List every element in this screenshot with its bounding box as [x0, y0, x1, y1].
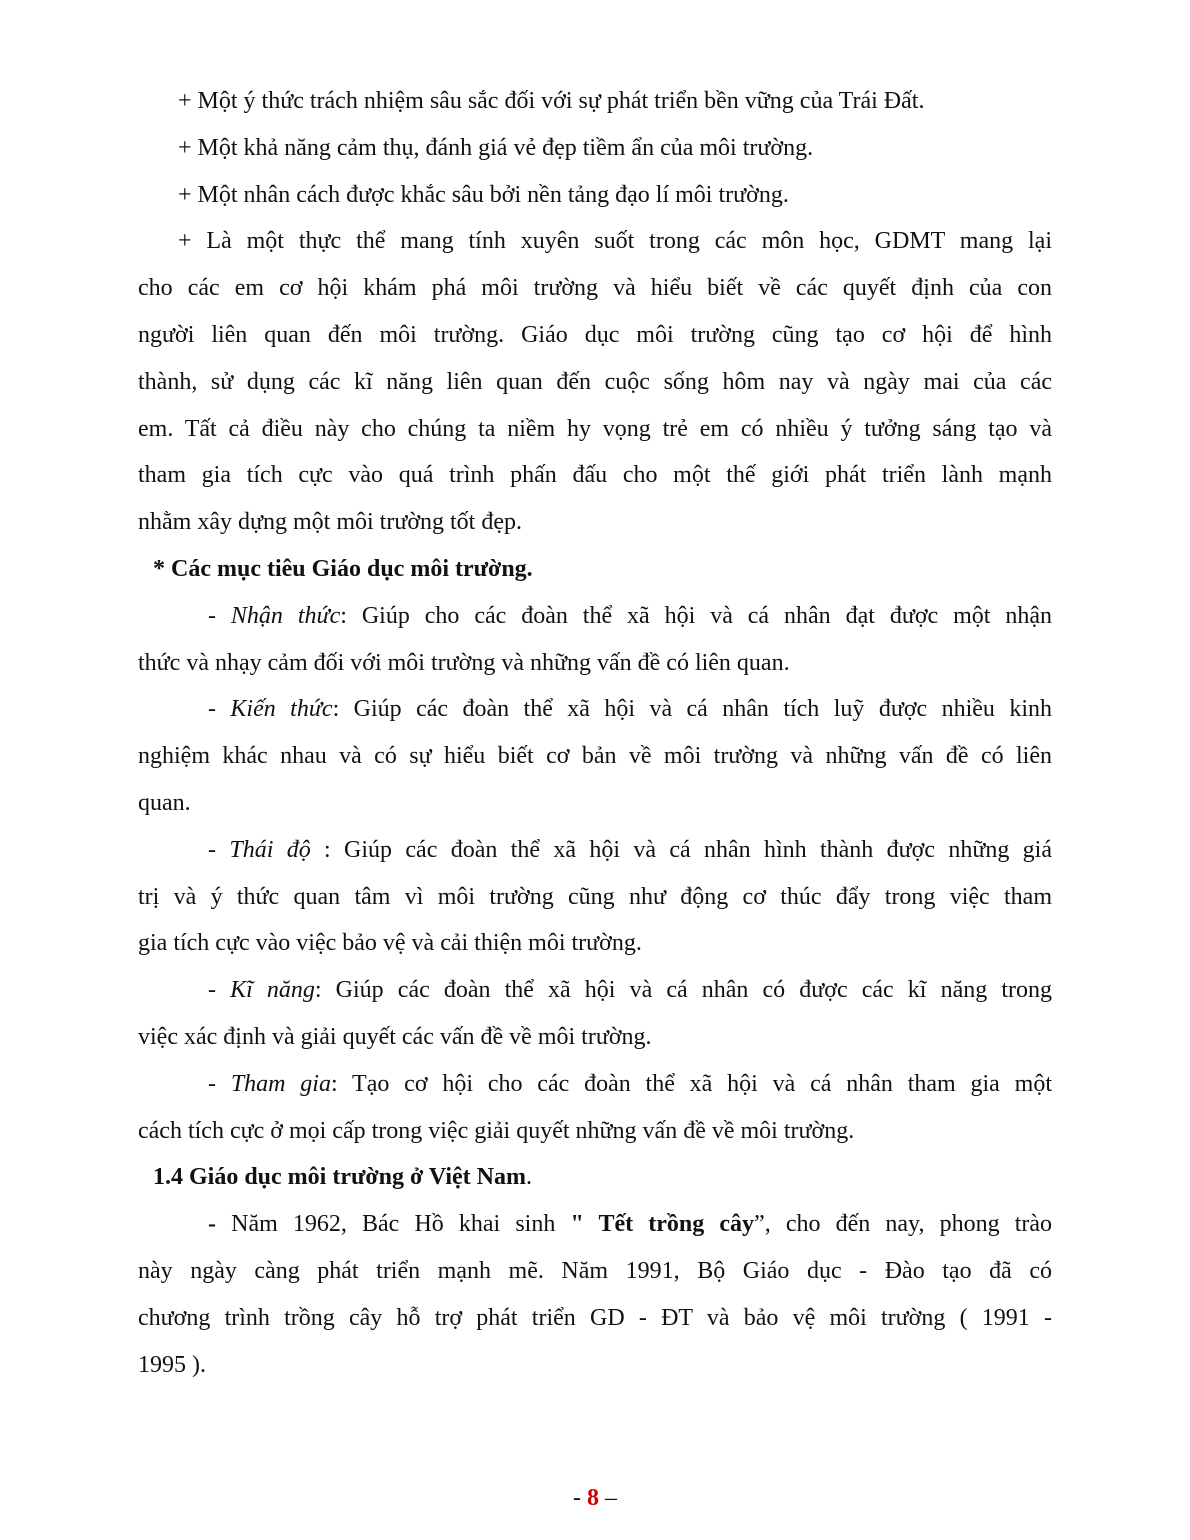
section-title-dot: . — [525, 1164, 532, 1191]
goal-text: : Giúp các đoàn thể xã hội và cá nhân có được các kĩ năng trong — [314, 977, 1053, 1004]
bullet-aesthetic: + Một khả năng cảm thụ, đánh giá vẻ đẹp tiềm ẩn của môi trường. — [178, 134, 814, 161]
paragraph-line: thành, sử dụng các kĩ năng liên quan đến cuộc sống hôm nay và ngày mai của các — [138, 368, 1052, 395]
goal-knowledge-line: quan. — [138, 789, 191, 816]
goal-text: : Giúp các đoàn thể xã hội và cá nhân hình thành được những giá — [310, 836, 1052, 863]
goal-term: Kiến thức — [230, 696, 333, 723]
goal-attitude-line — [138, 827, 1052, 874]
goal-term: Nhận thức — [230, 602, 341, 629]
tet-trong-cay: " Tết trồng cây — [570, 1211, 755, 1238]
footer-prefix: - — [573, 1485, 587, 1511]
goal-attitude-line: gia tích cực vào việc bảo vệ và cải thiện môi trường. — [138, 930, 642, 957]
vietnam-text: ”, cho đến nay, phong trào — [754, 1211, 1053, 1238]
goal-text: : Giúp cho các đoàn thể xã hội và cá nhân đạt được một nhận — [340, 602, 1052, 629]
goal-term: Tham gia — [230, 1070, 331, 1097]
page-number: 8 — [587, 1485, 599, 1511]
goals-heading: * Các mục tiêu Giáo dục môi trường. — [153, 555, 533, 582]
paragraph-line: em. Tất cả điều này cho chúng ta niềm hy vọng trẻ em có nhiều ý tưởng sáng tạo và — [138, 415, 1052, 442]
dash: - — [208, 602, 231, 629]
dash: - — [208, 977, 231, 1004]
vietnam-text: Năm 1962, Bác Hồ khai sinh — [216, 1211, 571, 1238]
goal-term: Kĩ năng — [230, 977, 315, 1004]
vietnam-line: 1995 ). — [138, 1351, 206, 1378]
bullet-character: + Một nhân cách được khắc sâu bởi nền tảng đạo lí môi trường. — [178, 181, 789, 208]
dash: - — [208, 836, 230, 863]
paragraph-line: cho các em cơ hội khám phá môi trường và hiểu biết về các quyết định của con — [138, 275, 1052, 302]
paragraph-line: người liên quan đến môi trường. Giáo dục môi trường cũng tạo cơ hội để hình — [138, 321, 1052, 348]
paragraph-line: nhằm xây dựng một môi trường tốt đẹp. — [138, 509, 522, 536]
paragraph-line: tham gia tích cực vào quá trình phấn đấu cho một thế giới phát triển lành mạnh — [138, 462, 1052, 489]
vietnam-line — [138, 1201, 1052, 1248]
section-title: 1.4 Giáo dục môi trường ở Việt Nam — [153, 1164, 526, 1191]
vietnam-line: chương trình trồng cây hỗ trợ phát triển GD - ĐT và bảo vệ môi trường ( 1991 - — [138, 1304, 1052, 1331]
goal-skills-line: việc xác định và giải quyết các vấn đề về môi trường. — [138, 1023, 652, 1050]
goal-participation-line: cách tích cực ở mọi cấp trong việc giải quyết những vấn đề về môi trường. — [138, 1117, 855, 1144]
goal-awareness-line: thức và nhạy cảm đối với môi trường và những vấn đề có liên quan. — [138, 649, 790, 676]
goal-participation-line — [138, 1061, 1052, 1108]
goal-knowledge-line: nghiệm khác nhau và có sự hiểu biết cơ bản về môi trường và những vấn đề có liên — [138, 743, 1052, 770]
goal-text: : Giúp các đoàn thể xã hội và cá nhân tích luỹ được nhiều kinh — [332, 696, 1052, 723]
goal-knowledge-line — [138, 686, 1052, 733]
vietnam-heading — [138, 1154, 1052, 1201]
dash: - — [208, 696, 231, 723]
paragraph-line: + Là một thực thể mang tính xuyên suốt trong các môn học, GDMT mang lại — [178, 228, 1052, 255]
dash: - — [208, 1211, 216, 1238]
footer-suffix: – — [599, 1485, 617, 1511]
bullet-responsibility: + Một ý thức trách nhiệm sâu sắc đối với sự phát triển bền vững của Trái Đất. — [178, 88, 925, 114]
document-page — [138, 78, 1052, 1388]
goal-attitude-line: trị và ý thức quan tâm vì môi trường cũng như động cơ thúc đẩy trong việc tham — [138, 883, 1052, 910]
page-footer — [0, 1485, 1190, 1512]
goal-awareness-line — [138, 593, 1052, 640]
goal-skills-line — [138, 967, 1052, 1014]
goal-text: : Tạo cơ hội cho các đoàn thể xã hội và cá nhân tham gia một — [330, 1070, 1052, 1097]
vietnam-line: này ngày càng phát triển mạnh mẽ. Năm 1991, Bộ Giáo dục - Đào tạo đã có — [138, 1257, 1052, 1284]
dash: - — [208, 1070, 231, 1097]
goal-term: Thái độ — [229, 836, 311, 863]
